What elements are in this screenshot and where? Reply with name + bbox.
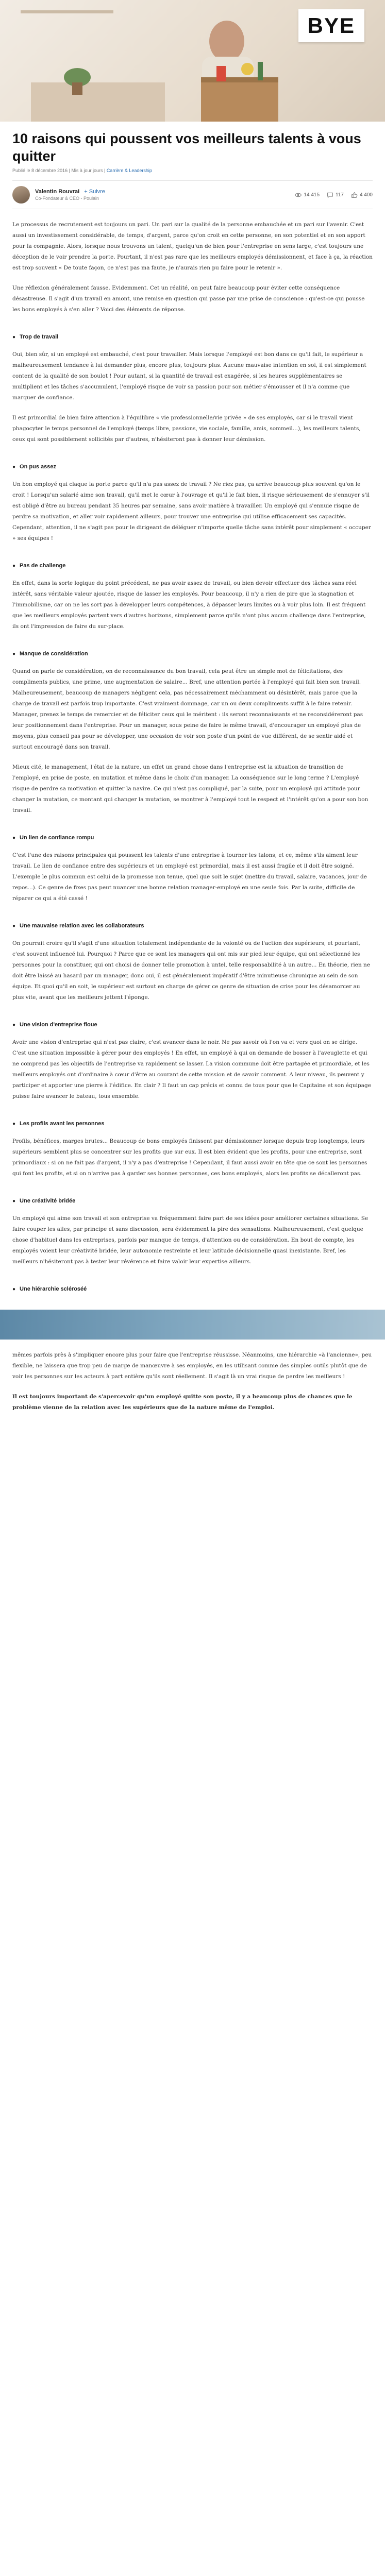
views-count: 14 415 [304,192,320,198]
section-heading: ● Une vision d'entreprise floue [12,1022,97,1028]
article-title: 10 raisons qui poussent vos meilleurs talents à vous quitter [12,131,361,164]
comments-count: 117 [336,192,344,198]
bullet-icon: ● [12,651,16,657]
views-stat [295,192,320,198]
section-paragraph: On pourrait croire qu'il s'agit d'une situation totalement indépendante de la volonté ou de l'action des supérieurs, et pourtant, c'est souvent influencé lui. Pourquoi ? Parce que ce sont les managers qui ont mis sur pied leur équipe, qui ont sélectionné les personnes pour la constituer, qui ont choisi de donner telle promotion à untel, telle responsabilité à un autre... En théorie, rien ne doit être laissé au hasard par un manager, donc oui, il est généralement impératif d'être minutieuse chronique au sein de son équipe. Et quoi qu'il en soit, le supérieur est surtout en charge de gérer ce genre de situation de crise pour les désamorcer au plus vite, avant que les meilleurs jettent l'éponge. [12,940,371,1001]
publish-suffix: | Mis à jour jours | [69,168,106,173]
eye-icon [295,192,302,198]
publish-date: Publié le 8 décembre 2016 [12,168,68,173]
conclusion-paragraph: Il est toujours important de s'apercevoir qu'un employé quitte son poste, il y a beaucoup plus de chances que le problème vienne de la relation avec les supérieurs que de la nature même de l'emploi. [12,1394,353,1411]
bullet-icon: ● [12,1022,16,1028]
section-heading: ● Une hiérarchie scléroséé [12,1286,87,1292]
section-paragraph: Quand on parle de considération, on de reconnaissance du bon travail, cela peut être un simple mot de félicitations, des compliments publics, une prime, une augmentation de salaire... Bref, une attention portée à l'employé qui fait bien son travail. Malheureusement, beaucoup de managers négligent cela, pas nécessairement méchamment ou désintérêt, mais parce que la charge de travail est parfois trop importante. C'est vraiment dommage, car un ou deux compliments suffit à le faire retenir. Manager, prenez le temps de remercier et de féliciter ceux qui le méritent : ils seront reconnaissants et ne reconsidéreront pas leur positionnement dans l'entreprise. Pour un manager, sous peine de faire le même travail, d'encourager un employé plus de moyens, plus conseil pas pour se développer, une occasion de voir son poste d'un point de vue différent, de se sentir aidé et surtout encouragé dans son travail. [12,668,363,750]
bullet-icon: ● [12,334,16,340]
hero-image [0,0,385,122]
article-body [12,219,373,1413]
section-paragraph: Mieux cité, le management, l'état de la nature, un effet un grand chose dans l'entreprise est la situation de transition de l'employé, en prise de poste, en mutation et même dans le choix d'un manager. La conséquence sur le long terme ? L'employé risque de perdre sa motivation et quitter la navire. Ce qui n'est pas compliqué, par la suite, pour un employé qui attitude pour changer la mutation, ce montant qui changer la mutation, se montrer à l'employé tout le respect et l'intérêt qu'on a pour son bon travail. [12,764,369,814]
bullet-icon: ● [12,563,16,569]
intro-paragraph: Le processus de recrutement est toujours un pari. Un pari sur la qualité de la personne embauchée et un pari sur l'avenir. C'est aussi un investissement considérable, de temps, d'argent, parce qu'on croit en cette personne, en son potentiel et en son apport pour la compagnie. Alors, lorsque nous trouvons un talent, quelqu'un de bien pour l'entreprise en sens large, c'est toujours une déception de le voir prendre la porte. Pourtant, il n'est pas rare que les meilleurs employés démissionnent, et face à ça, la réaction est trop souvent « De toute façon, ce n'est pas ma faute, je n'aurais rien pu faire pour le retenir ». [12,222,373,271]
section-paragraph: En effet, dans la sorte logique du point précédent, ne pas avoir assez de travail, ou bien devoir effectuer des tâches sans réel intérêt, sans véritable valeur ajoutée, risque de lasser les employés. Pour beaucoup, il n'y a rien de pire que la stagnation et l'immobilisme, car on ne les sort pas à développer leurs compétences, à dépasser leurs limites ou à voir plus loin. Il est fréquent que les meilleurs employés partent vers d'autres horizons, simplement parce qu'ils n'ont plus aucun challenge dans l'entreprise, ils ont l'impression de faire du sur-place. [12,580,366,630]
section-paragraph: C'est l'une des raisons principales qui poussent les talents d'une entreprise à tourner les talons, et ce, même s'ils aiment leur travail. Le lien de confiance entre des supérieurs et un employé est primordial, mais il est aussi fragile et il doit être soigné. L'exemple le plus commun est celui de la promesse non tenue, quel que soit le sujet (mettre du travail, salaire, vacances, jour de repos...). Ce genre de fixes pas peut nuancer une bonne relation manager-employé en une seule fois. Par la suite, difficile de réparer ce qui a été cassé ! [12,852,367,902]
comments-stat[interactable] [327,192,344,198]
avatar[interactable] [12,186,30,204]
section-paragraph: mêmes parfois près à s'impliquer encore plus pour faire que l'entreprise réussisse. Néanmoins, une hiérarchie «à l'ancienne», peu flexible, ne laissera que trop peu de marge de manœuvre à ses employés, en les utilisant comme des simples outils plutôt que de voir les personnes sur les acteurs à part entière qu'ils sont réellement. Il s'agit là un vrai risque de perdre les meilleurs ! [12,1352,372,1380]
bullet-icon: ● [12,835,16,841]
section-heading: ● Les profils avant les personnes [12,1121,105,1127]
section-heading: ● Une créativité bridée [12,1198,76,1204]
section-heading: ● Trop de travail [12,334,59,340]
section-paragraph: Un bon employé qui claque la porte parce qu'il n'a pas assez de travail ? Ne riez pas, ça arrive beaucoup plus souvent qu'on le croit ! Lorsqu'un salarié aime son travail, qu'il met le cœur à l'ouvrage et qu'il le fait bien, il risque sérieusement de s'ennuyer s'il est obligé d'être au bureau pendant 35 heures par semaine, sans avoir matière à travailler. Un employé qui s'ennuie risque de perdre sa motivation, et aller voir rapidement ailleurs, pour trouver une entreprise qui utilise efficacement ses capacités. Cependant, attention, il ne s'agit pas pour le dirigeant de déléguer n'importe quelle tâche sans intérêt pour simplement « occuper » ses équipes ! [12,481,371,541]
section-heading: ● On pus assez [12,464,56,470]
section-heading: ● Un lien de confiance rompu [12,835,94,841]
comment-icon [327,192,333,198]
bye-sign: BYE [298,9,364,42]
intro-paragraph: Une réflexion généralement fausse. Evidemment. Cet un réalité, on peut faire beaucoup pour éviter cette conséquence désastreuse. Il s'agit d'un travail en amont, une remise en question qui passe par une prise de conscience : qu'est-ce qui pousse les bons employés à s'en aller ? Voici des éléments de réponse. [12,285,365,313]
category-link[interactable]: Carrière & Leadership [106,168,152,173]
inline-banner-image [0,1310,385,1340]
author-name[interactable]: Valentin Rouvrai [35,189,80,195]
section-heading: ● Pas de challenge [12,563,66,569]
section-paragraph: Avoir une vision d'entreprise qui n'est pas claire, c'est avancer dans le noir. Ne pas savoir où l'on va et vers quoi on se dirige. C'est une situation impossible à gérer pour des employés ! En effet, un employé à qui on demande de bosser à l'aveuglette et qui ne comprend pas les objectifs de l'entreprise va rapidement se lasser. La vision commune doit être partagée et primordiale, et les meilleurs employés ont d'ordinaire à cœur d'être au courant de cette mission et de savoir comment. A leur niveau, ils peuvent y participer et apporter une pierre à l'édifice. En clair ? Il faut un cap précis et connu de tous pour que le Capitaine et son équipage puisse faire avancer le bateau, tous ensemble. [12,1039,371,1099]
section-paragraph: Un employé qui aime son travail et son entreprise va fréquemment faire part de ses idées pour améliorer certaines situations. Se faire couper les ailes, par principe et sans discussion, sera évidemment la pire des sensations. Malheureusement, c'est quelque chose d'habituel dans les entreprises, parfois par manque de temps, d'attention ou de considération. En bout de compte, les employés voient leur créativité bridée, leur autonomie restreinte et leur latitude décisionnelle quasi inexistante. Bref, les meilleurs n'hésiteront pas à tester leur révérence et faire valoir leur expertise ailleurs. [12,1215,369,1265]
article-container [0,130,385,1413]
author-title: Co-Fondateur & CEO - Poulain [35,196,99,201]
bullet-icon: ● [12,923,16,929]
section-heading: ● Une mauvaise relation avec les collaborateurs [12,923,144,929]
section-paragraph: Il est primordial de bien faire attention à l'équilibre « vie professionnelle/vie privée » de ses employés, car si le travail vient phagocyter le temps personnel de l'employé (temps libre, passions, vie sociale, famille, amis, sommeil...), les meilleurs talents, ceux qui sont possiblement sollicités par d'autres, n'hésiteront pas à donner leur démission. [12,415,361,443]
article-stats [295,192,373,198]
likes-count: 4 400 [359,192,373,198]
bullet-icon: ● [12,464,16,470]
thumbs-up-icon [351,192,358,198]
bullet-icon: ● [12,1121,16,1127]
bullet-icon: ● [12,1198,16,1204]
follow-button[interactable]: + Suivre [84,189,105,195]
section-paragraph: Profils, bénéfices, marges brutes... Beaucoup de bons employés finissent par démissionner lorsque depuis trop longtemps, leurs supérieurs semblent plus se concentrer sur les profits que sur eux. Il est bien évident que les profits, pour une entreprise, sont primordiaux : si on ne fait pas d'argent, il n'y a pas d'entreprise ! Cependant, il faut aussi avoir en tête que ce sont les personnes qui font les profits, et si on n'arrive pas à garder ses bonnes personnes, ces bons employés, alors les profits se décalleront pas. [12,1138,367,1177]
bullet-icon: ● [12,1286,16,1292]
author-block[interactable] [12,186,105,204]
section-heading: ● Manque de considération [12,651,88,657]
likes-stat[interactable] [351,192,373,198]
article-meta [12,168,373,173]
author-row [12,180,373,209]
section-paragraph: Oui, bien sûr, si un employé est embauché, c'est pour travailler. Mais lorsque l'employé est bon dans ce qu'il fait, le supérieur a malheureusement tendance à lui demander plus, encore plus, toujours plus. Aucune mauvaise intention en soi, il est simplement content de la qualité de son boulot ! Pour autant, si la quantité de travail est exagérée, si les heures supplémentaires se multiplient et les tâches s'accumulent, l'employé risque de voir sa passion pour son métier s'émousser et il n'a comme que marquer de confiance. [12,351,366,401]
